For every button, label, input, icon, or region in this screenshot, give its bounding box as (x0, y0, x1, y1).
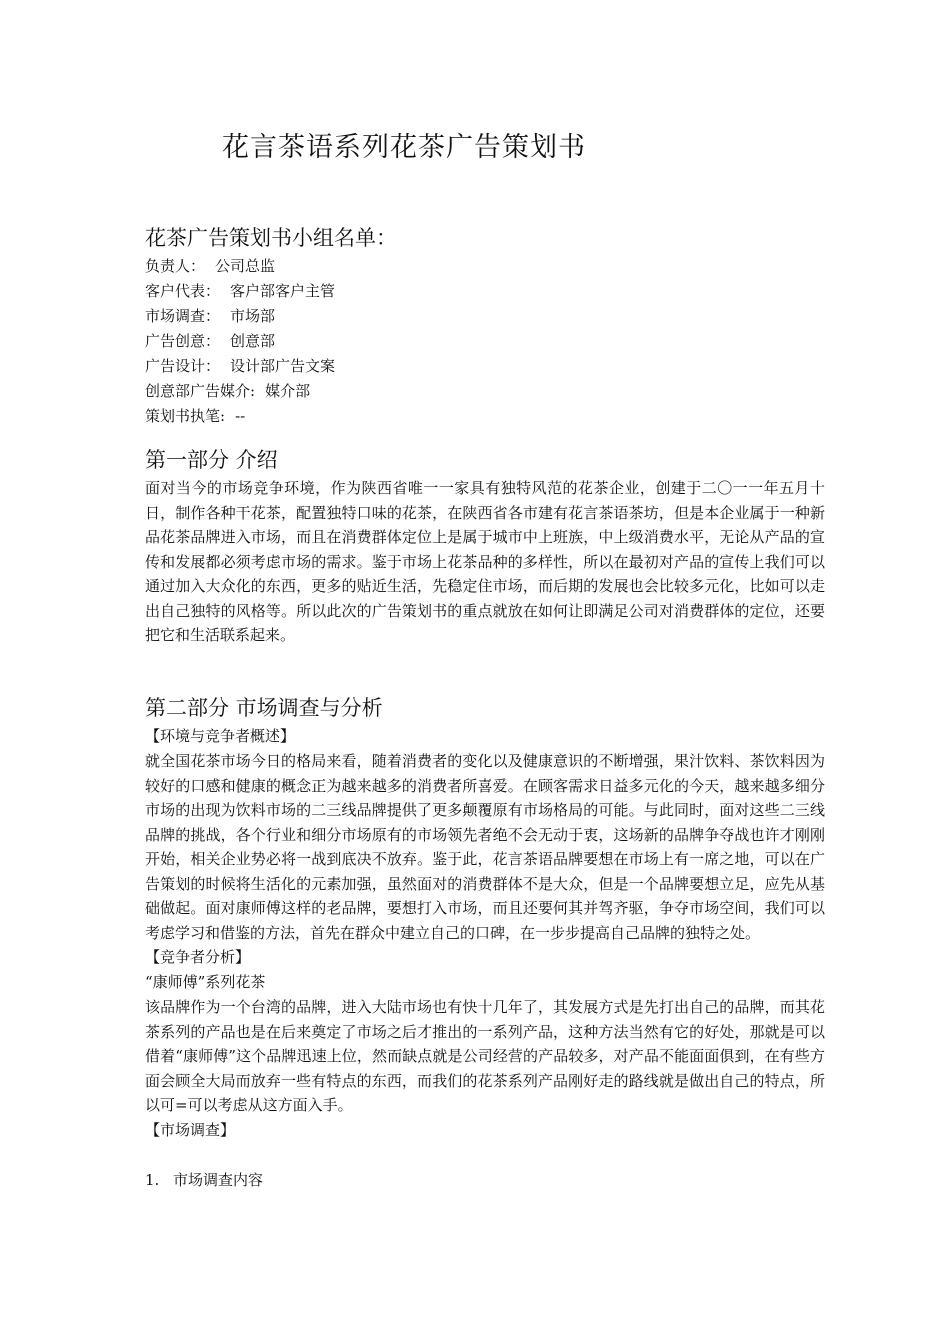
team-heading: 花茶广告策划书小组名单： (145, 226, 397, 250)
team-member (145, 304, 825, 329)
part1-heading: 第一部分 介绍 (145, 448, 278, 472)
member-role: 负责人： (145, 257, 206, 275)
document-title: 花言茶语系列花茶广告策划书 (222, 132, 586, 163)
member-role: 市场调查： (145, 307, 221, 325)
team-member (145, 404, 825, 429)
team-member (145, 379, 825, 404)
survey-subheading: 【市场调查】 (145, 1120, 236, 1139)
list-text: 市场调查内容 (173, 1170, 264, 1189)
competitor-name: “康师傅”系列花茶 (145, 973, 266, 991)
team-member (145, 254, 825, 279)
env-subheading: 【环境与竞争者概述】 (145, 727, 296, 745)
member-role: 客户代表： (145, 282, 221, 300)
member-person: 客户部客户主管 (230, 282, 336, 300)
member-person: 市场部 (230, 307, 276, 325)
member-role: 广告创意： (145, 332, 221, 350)
part2-section (145, 692, 825, 1193)
member-role: 策划书执笔: (145, 407, 226, 425)
member-role: 创意部广告媒介: (145, 382, 256, 400)
member-person: -- (235, 407, 246, 425)
spacer (145, 1143, 825, 1168)
member-role: 广告设计： (145, 357, 221, 375)
competitor-paragraph: 该品牌作为一个台湾的品牌，进入大陆市场也有快十几年了，其发展方式是先打出自己的品牌，而其花茶系列的产品也是在后来奠定了市场之后才推出的一系列产品，这种方法当然有它的好处，那就是可以借着“康师傅”这个品牌迅速上位，然而缺点就是公司经营的产品较多，对产品不能面面俱到，在有些方面会顾全大局而放弃一些有特点的东西，而我们的花茶系列产品刚好走的路线就是做出自己的特点，所以可=可以考虑从这方面入手。 (145, 998, 825, 1114)
member-person: 设计部广告文案 (230, 357, 336, 375)
part2-heading: 第二部分 市场调查与分析 (145, 696, 383, 720)
team-section (145, 222, 825, 429)
list-item (145, 1168, 825, 1193)
part1-section (145, 444, 825, 648)
competitor-subheading: 【竞争者分析】 (145, 948, 251, 966)
env-paragraph: 就全国花茶市场今日的格局来看，随着消费者的变化以及健康意识的不断增强，果汁饮料、茶饮料因为较好的口感和健康的概念正为越来越多的消费者所喜爱。在顾客需求日益多元化的今天，越来越多细分市场的出现为饮料市场的二三线品牌提供了更多颠覆原有市场格局的可能。与此同时，面对这些二三线品牌的挑战，各个行业和细分市场原有的市场领先者绝不会无动于衷，这场新的品牌争夺战也许才刚刚开始，相关企业势必将一战到底决不放弃。鉴于此，花言茶语品牌要想在市场上有一席之地，可以在广告策划的时候将生活化的元素加强，虽然面对的消费群体不是大众，但是一个品牌要想立足，应先从基础做起。面对康师傅这样的老品牌，要想打入市场，而且还要何其并驾齐驱，争夺市场空间，我们可以考虑学习和借鉴的方法，首先在群众中建立自己的口碑，在一步步提高自己品牌的独特之处。 (145, 752, 825, 942)
member-person: 媒介部 (265, 382, 311, 400)
team-member (145, 329, 825, 354)
team-member (145, 279, 825, 304)
list-number: 1. (145, 1170, 160, 1189)
team-member (145, 354, 825, 379)
member-person: 创意部 (230, 332, 276, 350)
part1-paragraph: 面对当今的市场竞争环境，作为陕西省唯一一家具有独特风范的花茶企业，创建于二〇一一年五月十日，制作各种干花茶，配置独特口味的花茶，在陕西省各市建有花言茶语茶坊，但是本企业属于一种新品花茶品牌进入市场，而且在消费群体定位上是属于城市中上班族，中上级消费水平，无论从产品的宣传和发展都必须考虑市场的需求。鉴于市场上花茶品种的多样性，所以在最初对产品的宣传上我们可以通过加入大众化的东西，更多的贴近生活，先稳定住市场，而后期的发展也会比较多元化，比如可以走出自己独特的风格等。所以此次的广告策划书的重点就放在如何让即满足公司对消费群体的定位，还要把它和生活联系起来。 (145, 479, 825, 644)
member-person: 公司总监 (215, 257, 276, 275)
